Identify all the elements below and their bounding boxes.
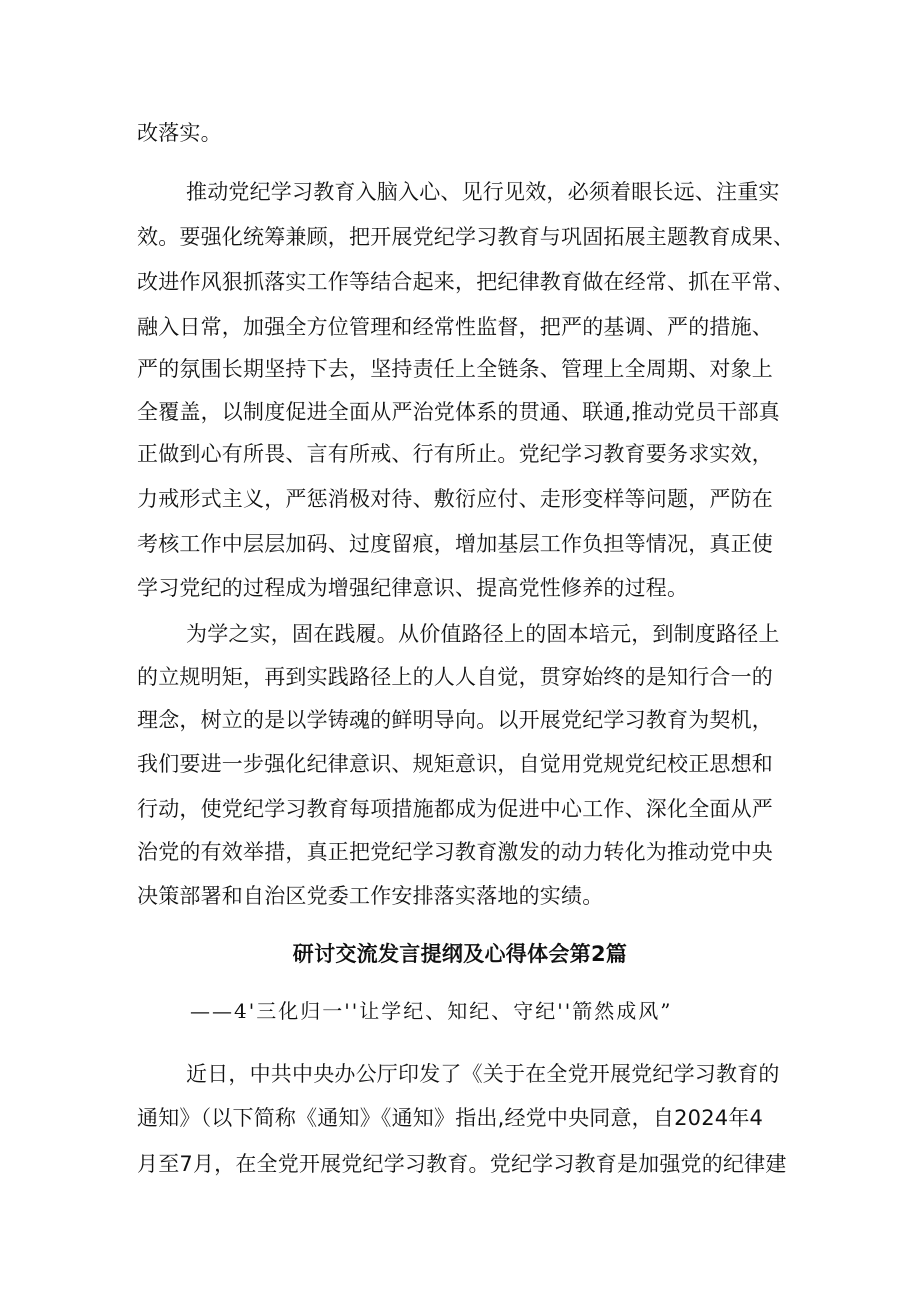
text-line: 理念，树立的是以学铸魂的鲜明导向。以开展党纪学习教育为契机， bbox=[137, 708, 773, 732]
text-line: 学习党纪的过程成为增强纪律意识、提高党性修养的过程。 bbox=[137, 576, 689, 600]
text-line: 考核工作中层层加码、过度留痕，增加基层工作负担等情况，真正使 bbox=[137, 532, 773, 556]
text-line: 改落实。 bbox=[137, 121, 222, 145]
text-line: 融入日常，加强全方位管理和经常性监督，把严的基调、严的措施、 bbox=[137, 315, 773, 339]
section-subtitle: ——4'三化归一''让学纪、知纪、守纪''箭然成风” bbox=[190, 999, 673, 1023]
text-line: 治党的有效举措，真正把党纪学习教育激发的动力转化为推动党中央 bbox=[137, 840, 773, 864]
paragraph-first-line: 推动党纪学习教育入脑入心、见行见效，必须着眼长远、注重实 bbox=[186, 180, 780, 204]
text-line: 我们要进一步强化纪律意识、规矩意识，自觉用党规党纪校正思想和 bbox=[137, 752, 773, 776]
text-line: 决策部署和自治区党委工作安排落实落地的实绩。 bbox=[137, 884, 604, 908]
text-line: 的立规明矩，再到实践路径上的人人自觉，贯穿始终的是知行合一的 bbox=[137, 665, 773, 689]
text-line: 行动，使党纪学习教育每项措施都成为促进中心工作、深化全面从严 bbox=[137, 797, 773, 821]
text-line: 通知》（以下简称《通知》《通知》指出,经党中央同意，自2024年4 bbox=[137, 1106, 764, 1130]
text-line: 严的氛围长期坚持下去，坚持责任上全链条、管理上全周期、对象上 bbox=[137, 357, 773, 381]
text-line: 改进作风狠抓落实工作等结合起来，把纪律教育做在经常、抓在平常、 bbox=[137, 270, 795, 294]
text-line: 月至7月，在全党开展党纪学习教育。党纪学习教育是加强党的纪律建 bbox=[137, 1152, 787, 1176]
paragraph-first-line: 近日，中共中央办公厅印发了《关于在全党开展党纪学习教育的 bbox=[186, 1062, 780, 1086]
text-line: 力戒形式主义，严惩消极对待、敷衍应付、走形变样等问题，严防在 bbox=[137, 487, 773, 511]
section-heading: 研讨交流发言提纲及心得体会第2篇 bbox=[292, 942, 628, 966]
text-line: 效。要强化统筹兼顾，把开展党纪学习教育与巩固拓展主题教育成果、 bbox=[137, 225, 795, 249]
paragraph-first-line: 为学之实，固在践履。从价值路径上的固本培元，到制度路径上 bbox=[186, 622, 780, 646]
text-line: 全覆盖，以制度促进全面从严治党体系的贯通、联通,推动党员干部真 bbox=[137, 400, 780, 424]
text-line: 正做到心有所畏、言有所戒、行有所止。党纪学习教育要务求实效， bbox=[137, 442, 773, 466]
